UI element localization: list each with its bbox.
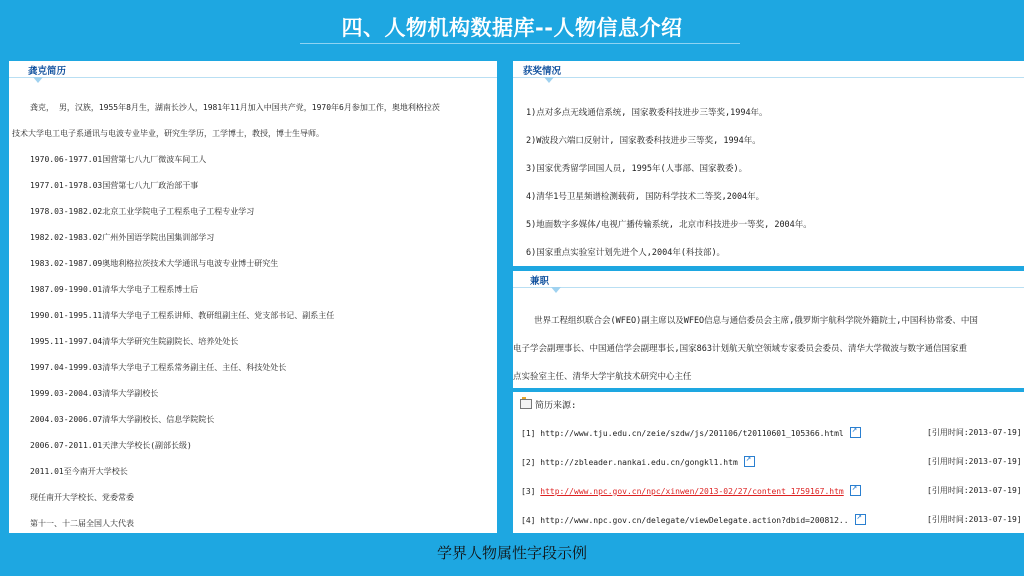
citation-date: [引用时间:2013-07-19] <box>927 457 1022 466</box>
bio-section-label: 龚克简历 <box>28 66 67 77</box>
source-index: [2] <box>521 458 536 467</box>
award-item: 3)国家优秀留学回国人员, 1995年(人事部、国家教委)。 <box>526 164 748 174</box>
bio-intro-line: 技术大学电工电子系通讯与电波专业毕业，研究生学历，工学博士，教授，博士生导师。 <box>12 129 324 138</box>
external-link-icon[interactable] <box>850 485 861 496</box>
sources-panel <box>513 392 1024 533</box>
bio-item: 1995.11-1997.04清华大学研究生院副院长、培养处处长 <box>30 337 239 346</box>
section-arrow-icon <box>551 287 561 293</box>
posts-line: 电子学会副理事长、中国通信学会副理事长,国家863计划航天航空领域专家委员会委员、清华大学微波与数字通信国家重 <box>513 344 967 354</box>
bio-item: 2006.07-2011.01天津大学校长(副部长级) <box>30 441 192 450</box>
bio-item: 1977.01-1978.03国营第七八九厂政治部干事 <box>30 181 199 190</box>
section-arrow-icon <box>33 77 43 83</box>
source-link[interactable]: http://zbleader.nankai.edu.cn/gongkl1.htm <box>540 458 738 467</box>
award-item: 2)W波段六端口反射计, 国家教委科技进步三等奖, 1994年。 <box>526 136 761 146</box>
sources-heading <box>520 398 576 411</box>
external-link-icon[interactable] <box>744 456 755 467</box>
source-row <box>521 485 1024 496</box>
posts-panel <box>513 271 1024 388</box>
posts-line: 点实验室主任、清华大学宇航技术研究中心主任 <box>513 372 692 382</box>
citation-date: [引用时间:2013-07-19] <box>927 515 1022 524</box>
slide-caption: 学界人物属性字段示例 <box>436 544 587 562</box>
bio-item: 2004.03-2006.07清华大学副校长、信息学院院长 <box>30 415 215 424</box>
bio-item: 现任南开大学校长、党委常委 <box>30 493 134 502</box>
bio-section-header <box>9 61 497 78</box>
bio-intro-line: 龚克， 男，汉族，1955年8月生，湖南长沙人，1981年11月加入中国共产党，1970年6月参加工作，奥地利格拉茨 <box>30 103 440 112</box>
bio-item: 1987.09-1990.01清华大学电子工程系博士后 <box>30 285 199 294</box>
citation-date: [引用时间:2013-07-19] <box>927 428 1022 437</box>
bio-item: 1978.03-1982.02北京工业学院电子工程系电子工程专业学习 <box>30 207 255 216</box>
bio-item: 1999.03-2004.03清华大学副校长 <box>30 389 159 398</box>
source-link[interactable]: http://www.tju.edu.cn/zeie/szdw/js/201106/t20110601_105366.html <box>540 429 844 438</box>
bio-item: 1970.06-1977.01国营第七八九厂微波车间工人 <box>30 155 207 164</box>
source-index: [3] <box>521 487 536 496</box>
bio-item: 1983.02-1987.09奥地利格拉茨技术大学通讯与电波专业博士研究生 <box>30 259 279 268</box>
bio-panel <box>9 61 497 533</box>
bio-item: 1990.01-1995.11清华大学电子工程系讲师、教研组副主任、党支部书记、副系主任 <box>30 311 335 320</box>
source-row <box>521 514 1024 525</box>
awards-panel <box>513 61 1024 266</box>
external-link-icon[interactable] <box>855 514 866 525</box>
posts-section-header <box>513 271 1024 288</box>
posts-section-label: 兼职 <box>530 276 550 287</box>
source-index: [4] <box>521 516 536 525</box>
bio-item: 第十一、十二届全国人大代表 <box>30 519 134 528</box>
source-link[interactable]: http://www.npc.gov.cn/npc/xinwen/2013-02/27/content_1759167.htm <box>540 487 844 496</box>
title-underline <box>300 43 740 44</box>
page-title: 四、人物机构数据库--人物信息介绍 <box>341 16 683 40</box>
award-item: 1)点对多点无线通信系统, 国家教委科技进步三等奖,1994年。 <box>526 108 768 118</box>
source-link[interactable]: http://www.npc.gov.cn/delegate/viewDelegate.action?dbid=200812.. <box>540 516 849 525</box>
award-item: 5)地面数字多媒体/电视广播传输系统, 北京市科技进步一等奖, 2004年。 <box>526 220 812 230</box>
source-index: [1] <box>521 429 536 438</box>
section-arrow-icon <box>544 77 554 83</box>
awards-section-header <box>513 61 1024 78</box>
external-link-icon[interactable] <box>850 427 861 438</box>
bio-item: 1982.02-1983.02广州外国语学院出国集训部学习 <box>30 233 215 242</box>
award-item: 4)清华1号卫星频谱检测载荷, 国防科学技术二等奖,2004年。 <box>526 192 765 202</box>
posts-line: 世界工程组织联合会(WFEO)副主席以及WFEO信息与通信委员会主席,俄罗斯宇航科学院外籍院士,中国科协常委、中国 <box>534 316 978 326</box>
award-item: 6)国家重点实验室计划先进个人,2004年(科技部)。 <box>526 248 726 258</box>
source-row <box>521 456 1024 467</box>
document-icon <box>520 399 532 409</box>
bio-item: 2011.01至今南开大学校长 <box>30 467 128 476</box>
citation-date: [引用时间:2013-07-19] <box>927 486 1022 495</box>
awards-section-label: 获奖情况 <box>523 66 562 77</box>
bio-item: 1997.04-1999.03清华大学电子工程系常务副主任、主任、科技处处长 <box>30 363 287 372</box>
source-row <box>521 427 1024 438</box>
sources-heading-label: 简历来源: <box>535 401 577 411</box>
